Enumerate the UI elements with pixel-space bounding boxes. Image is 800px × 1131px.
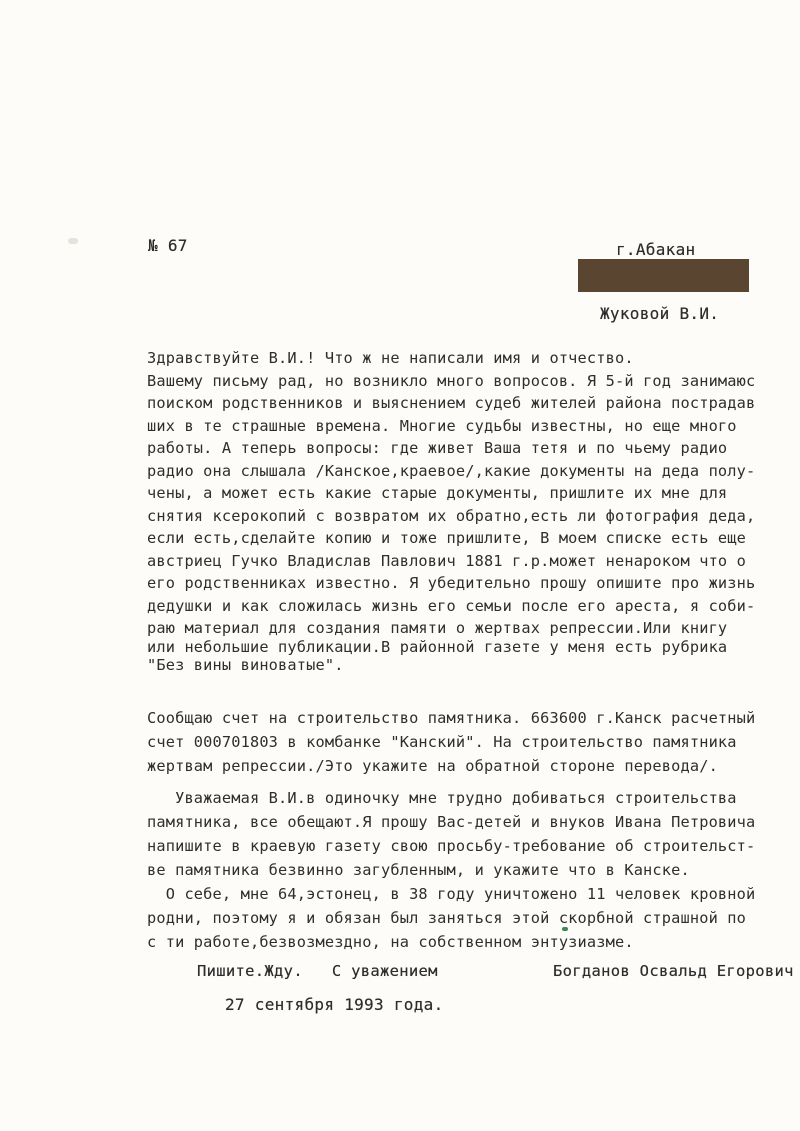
- body-line: ших в те страшные времена. Многие судьбы известны, но еще много: [147, 416, 737, 435]
- body-line: раю материал для создания памяти о жертвах репрессии.Или книгу: [147, 619, 728, 637]
- redacted-address-block: [578, 259, 749, 292]
- body-line: "Без вины виноватые".: [147, 655, 344, 674]
- body-line: его родственниках известно. Я убедительно прошу опишите про жизнь: [147, 574, 756, 592]
- body-line: радио она слышала /Канское,краевое/,какие документы на деда полу-: [147, 461, 756, 480]
- body-line: Вашему письму рад, но возникло много вопросов. Я 5-й год занимаюс: [147, 371, 756, 390]
- letter-date: 27 сентября 1993 года.: [225, 995, 444, 1014]
- request-paragraph: [147, 786, 797, 954]
- green-ink-mark: [562, 927, 568, 931]
- request-line: напишите в краевую газету свою просьбу-требование об строительст-: [147, 837, 756, 855]
- request-line: родни, поэтому я и обязан был заняться этой скорбной страшной по: [147, 909, 747, 927]
- closing-phrase: Пишите.Жду. С уважением: [197, 962, 438, 980]
- body-line: поиском родственников и выяснением судеб жителей района пострадав: [147, 394, 756, 412]
- request-line: Уважаемая В.И.в одиночку мне трудно добиваться строительства: [147, 789, 737, 807]
- payment-line: жертвам репрессии./Это укажите на обратной стороне перевода/.: [147, 757, 718, 775]
- body-line: австриец Гучко Владислав Павлович 1881 г.р.может ненароком что о: [147, 551, 747, 570]
- addressee-name: Жуковой В.И.: [600, 304, 720, 323]
- body-line: работы. А теперь вопросы: где живет Ваша тетя и по чьему радио: [147, 439, 728, 457]
- body-line: если есть,сделайте копию и тоже пришлите, В моем списке есть еще: [147, 529, 747, 547]
- payment-details: [147, 706, 797, 778]
- sender-signature: Богданов Освальд Егорович: [553, 962, 794, 980]
- body-line: Здравствуйте В.И.! Что ж не написали имя и отчество.: [147, 349, 634, 367]
- request-line: О себе, мне 64,эстонец, в 38 году уничтожено 11 человек кровной: [147, 885, 756, 903]
- city-heading: г.Абакан: [616, 240, 696, 259]
- body-line: чены, а может есть какие старые документы, пришлите их мне для: [147, 484, 728, 502]
- paper-speck: [68, 238, 78, 244]
- body-line: снятия ксерокопий с возвратом их обратно,есть ли фотография деда,: [147, 506, 756, 525]
- body-line: дедушки и как сложилась жизнь его семьи после его ареста, я соби-: [147, 596, 756, 615]
- document-number: № 67: [148, 236, 188, 255]
- request-line: ве памятника безвинно загубленным, и укажите что в Канске.: [147, 861, 690, 879]
- payment-line: Сообщаю счет на строительство памятника. 663600 г.Канск расчетный: [147, 709, 756, 727]
- payment-line: счет 000701803 в комбанке "Канский". На строительство памятника: [147, 733, 737, 751]
- request-line: с ти работе,безвозмездно, на собственном энтузиазме.: [147, 933, 634, 951]
- letter-body: [147, 347, 797, 676]
- request-line: памятника, все обещают.Я прошу Вас-детей и внуков Ивана Петровича: [147, 813, 756, 831]
- body-line: или небольшие публикации.В районной газете у меня есть рубрика: [147, 637, 728, 656]
